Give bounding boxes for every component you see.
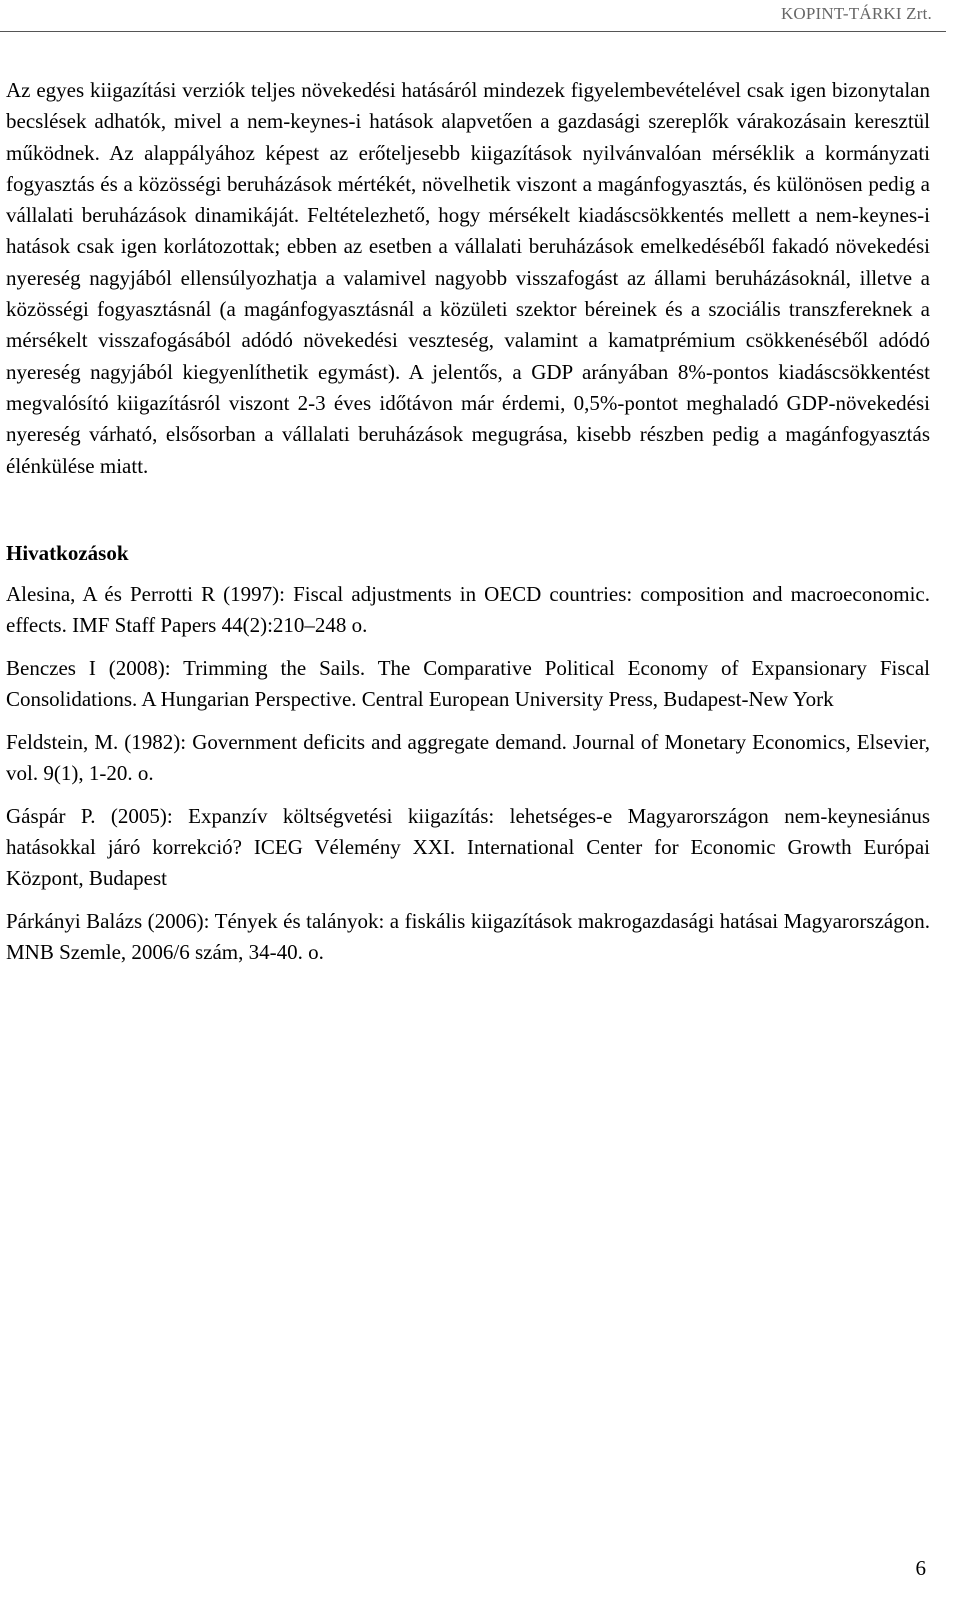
reference-item: Párkányi Balázs (2006): Tények és talányok: a fiskális kiigazítások makrogazdasági hatásai Magyarországon. MNB Szemle, 2006/6 szám, 34-40. o. [6,908,930,964]
reference-list [6,579,930,968]
reference-item: Benczes I (2008): Trimming the Sails. The Comparative Political Economy of Expansionary Fiscal Consolidations. A Hungarian Perspective. Central European University Press, Budapest-New York [6,655,930,711]
references-heading: Hivatkozások [6,540,129,565]
document-body [6,75,930,980]
header-divider [0,31,946,32]
reference-item: Feldstein, M. (1982): Government deficits and aggregate demand. Journal of Monetary Economics, Elsevier, vol. 9(1), 1-20. o. [6,729,930,785]
running-header: KOPINT-TÁRKI Zrt. [780,4,932,23]
reference-item: Gáspár P. (2005): Expanzív költségvetési kiigazítás: lehetséges-e Magyarországon nem-keynesiánus hatásokkal járó korrekció? ICEG Vélemény XXI. International Center for Economic Growth Európai Központ, Budapest [6,803,930,890]
reference-item: Alesina, A és Perrotti R (1997): Fiscal adjustments in OECD countries: composition and macroeconomic. effects. IMF Staff Papers 44(2):210–248 o. [6,581,930,637]
body-paragraph: Az egyes kiigazítási verziók teljes növekedési hatásáról mindezek figyelembevételével csak igen bizonytalan becslések adhatók, mivel a nem-keynes-i hatások alapvetően a gazdasági szereplők várakozásain keresztül működnek. Az alappályához képest az erőteljesebb kiigazítások nyilvánvalóan mérséklik a kormányzati fogyasztás és a közösségi beruházások mértékét, növelhetik viszont a magánfogyasztás, és különösen pedig a vállalati beruházások dinamikáját. Feltételezhető, hogy mérsékelt kiadáscsökkentés mellett a nem-keynes-i hatások csak igen korlátozottak; ebben az esetben a vállalati beruházások emelkedéséből fakadó növekedési nyereség nagyjából ellensúlyozhatja a valamivel nagyobb visszafogást az állami beruházásoknál, illetve a közösségi fogyasztásnál (a magánfogyasztásnál a közületi szektor béreinek és a szociális transzfereknek a mérsékelt visszafogásából adódó növekedési veszteség, valamint a kamatprémium csökkenéséből adódó nyereség nagyjából kiegyenlíthetik egymást). A jelentős, a GDP arányában 8%-pontos kiadáscsökkentést megvalósító kiigazításról viszont 2-3 éves időtávon már érdemi, 0,5%-pontot meghaladó GDP-növekedési nyereség várható, elsősorban a vállalati beruházások megugrása, kisebb részben pedig a magánfogyasztás élénkülése miatt. [6,78,930,478]
page-number: 6 [915,1556,926,1580]
